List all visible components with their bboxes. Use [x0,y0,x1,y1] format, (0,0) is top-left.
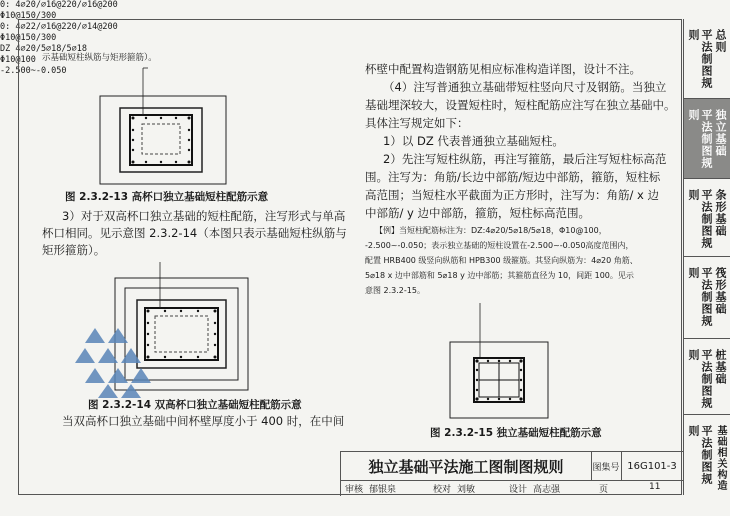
item2-line1: 2）先注写短柱纵筋，再注写箍筋，最后注写短柱标高范 [383,152,667,166]
tab-related-details[interactable] [684,415,730,495]
para3-line1: 3）对于双高杯口独立基础的短柱配筋，注写形式与单高 [62,209,346,223]
check-label: 校对 [433,485,452,495]
fig13-note-2: Φ10@150/300 [0,11,57,21]
watermark-logo [70,318,160,398]
left-bottom-text: 当双高杯口独立基础中间杯壁厚度小于 400 时，在中间 [62,414,345,428]
page-label: 页 [599,485,609,495]
tab-pile-foundation[interactable] [684,339,730,415]
intro-text: 示基础短柱纵筋与矩形箍筋）。 [42,53,157,63]
atlas-number: 16G101-3 [627,460,677,472]
atlas-label: 图集号 [591,452,622,480]
review-label: 审核 [345,485,364,495]
para4-line3: 具体注写规定如下： [365,116,469,130]
tab-isolated-label: 平法制图规则 [687,109,713,169]
example-line2: -2.500~-0.050；表示独立基础的短柱设置在-2.500~-0.050高度范围内， [365,241,634,250]
example-line5: 意图 2.3.2-15。 [365,286,425,295]
fig13-drawing [98,68,228,188]
tab-general[interactable] [684,19,730,99]
right-para-top: 杯壁中配置构造钢筋见相应标准构造详图，设计不注。 [365,62,641,76]
tab-general-sub: 总则 [714,29,727,53]
tab-related-sub: 基础相关构造 [715,425,726,491]
fig15-note-2: Φ10@100 [0,55,36,65]
fig15-caption: 图 2.3.2-15 独立基础短柱配筋示意 [430,427,602,439]
tab-general-label: 平法制图规则 [687,29,713,89]
example-line3: 配置 HRB400 级竖向纵筋和 HPB300 级箍筋。其竖向纵筋为：4⌀20 角筋、 [365,256,638,265]
drawing-title: 独立基础平法施工图制图规则 [341,452,592,480]
item2-line4: 中部筋/ y 边中部筋，箍筋，短柱标高范围。 [365,206,590,220]
fig13-caption: 图 2.3.2-13 高杯口独立基础短柱配筋示意 [65,191,269,203]
fig15-note-3: -2.500~-0.050 [0,66,67,76]
item2-line2: 围。注写为：角筋/长边中部筋/短边中部筋，箍筋，短柱标 [365,170,661,184]
title-block [340,451,683,496]
tab-strip-label: 平法制图规则 [687,189,713,249]
fig14-note-1: 0: 4⌀22/⌀16@220/⌀14@200 [0,22,118,32]
tab-isolated-sub: 独立基础 [714,109,727,157]
para3-line2: 杯口相同。见示意图 2.3.2-14（本图只表示基础短柱纵筋与 [42,226,347,240]
designer-name: 高志强 [533,485,561,495]
item2-line3: 高范围；当短柱水平截面为正方形时，注写为：角筋/ x 边 [365,188,659,202]
para4-line1: （4）注写普通独立基础带短柱竖向尺寸及钢筋。当独立 [383,80,667,94]
design-label: 设计 [509,485,528,495]
example-line1: 【例】当短柱配筋标注为：DZ:4⌀20/5⌀18/5⌀18，Φ10@100， [375,226,607,235]
fig15-drawing [450,300,550,420]
para3-line3: 矩形箍筋）。 [42,243,106,257]
fig14-caption: 图 2.3.2-14 双高杯口独立基础短柱配筋示意 [88,399,302,411]
fig14-note-2: Φ10@150/300 [0,33,57,43]
tab-strip-sub: 条形基础 [714,189,727,237]
tab-strip-foundation[interactable] [684,179,730,257]
tab-related-label: 平法制图规则 [687,425,713,485]
para4-line2: 基础埋深较大，设置短柱时，短柱配筋应注写在独立基础中。 [365,98,676,112]
fig13-note-1: 0: 4⌀20/⌀16@220/⌀16@200 [0,0,118,10]
tab-raft-foundation[interactable] [684,257,730,339]
item1: 1）以 DZ 代表普通独立基础短柱。 [383,134,564,148]
checker-name: 刘敏 [457,485,476,495]
tab-pile-sub: 桩基础 [714,349,727,385]
tab-raft-label: 平法制图规则 [687,267,713,327]
reviewer-name: 郁银泉 [369,485,397,495]
fig15-note-1: DZ 4⌀20/5⌀18/5⌀18 [0,44,87,54]
page-number: 11 [649,482,661,492]
tab-raft-sub: 筏形基础 [714,267,727,315]
tab-pile-label: 平法制图规则 [687,349,713,409]
tab-isolated-foundation[interactable] [684,99,730,179]
example-line4: 5⌀18 x 边中部筋和 5⌀18 y 边中部筋；其箍筋直径为 10，间距 100。见示 [365,271,634,280]
section-tabs [683,19,730,495]
